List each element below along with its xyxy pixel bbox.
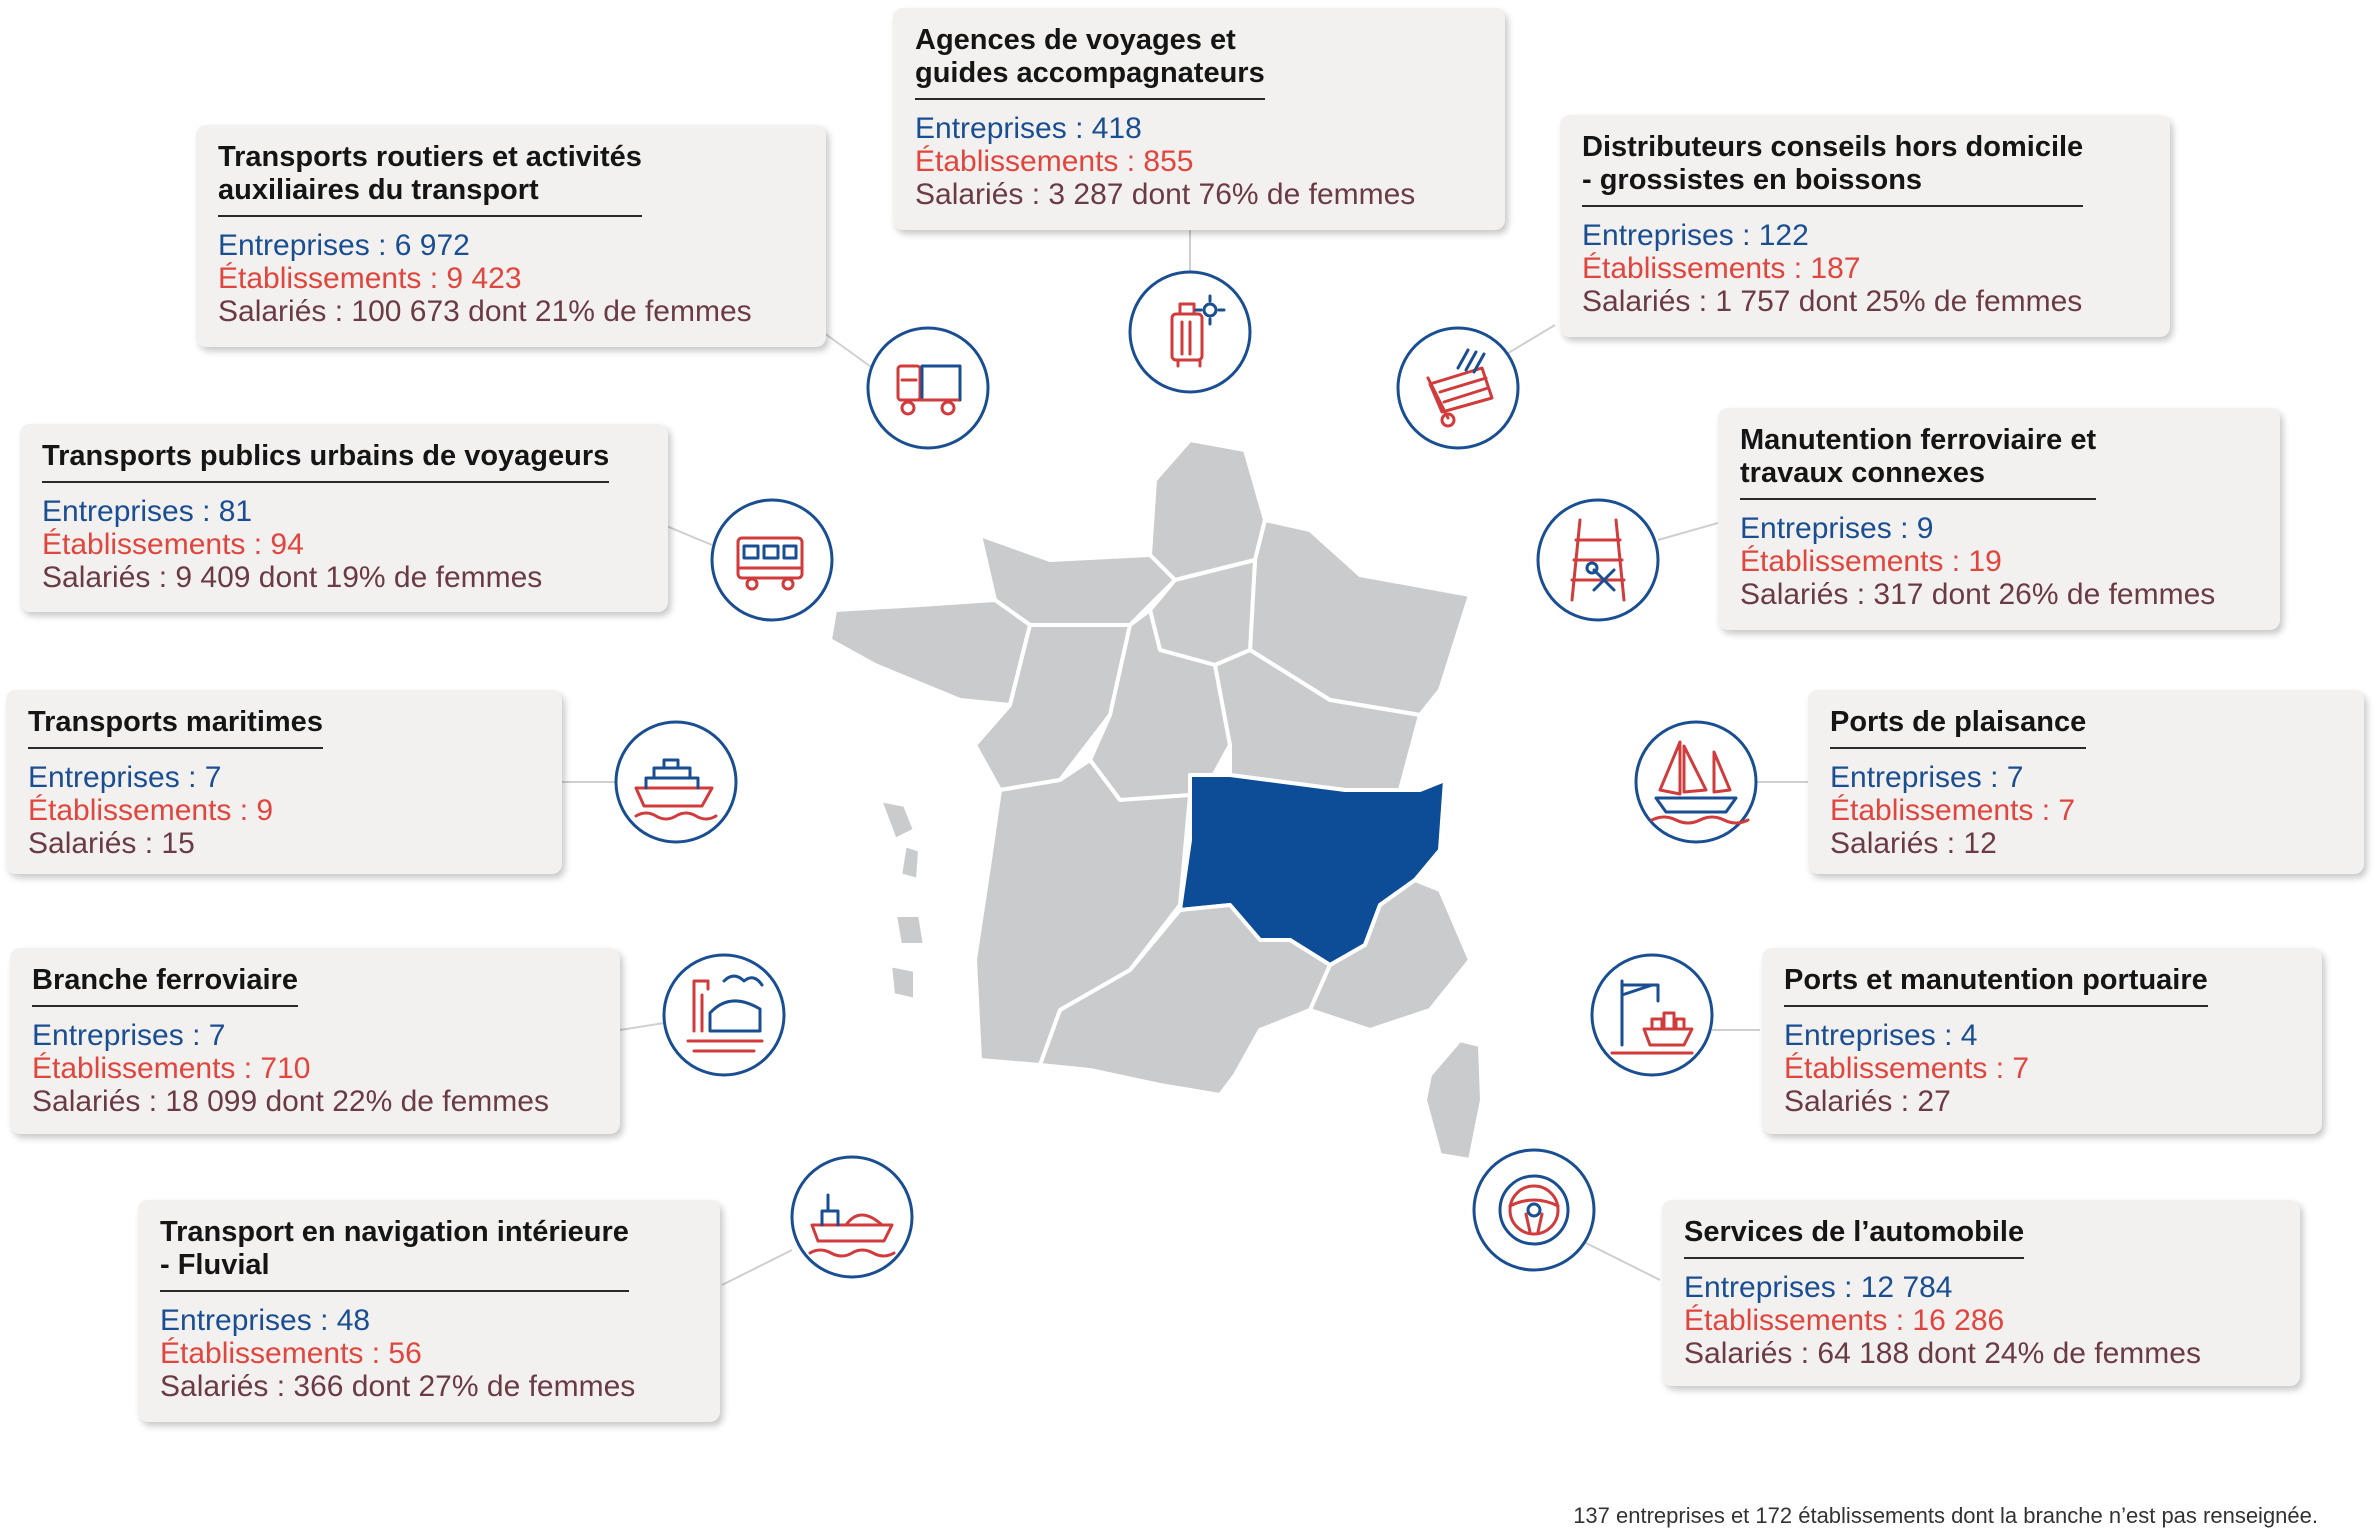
branch-etablissements: Établissements : 19 (1740, 545, 2002, 578)
branch-title: Transports publics urbains de voyageurs (42, 440, 609, 483)
branch-etablissements: Établissements : 94 (42, 528, 304, 561)
branch-card-distributeurs (1560, 115, 2170, 337)
branch-entreprises: Entreprises : 81 (42, 495, 253, 528)
sailboat-icon (1636, 722, 1756, 842)
map-ile-yeu (890, 965, 915, 1000)
branch-card-routiers (196, 125, 826, 347)
map-corse (1425, 1040, 1482, 1160)
branch-title: Transports maritimes (28, 706, 323, 749)
map-bretagne (830, 600, 1030, 705)
suitcase-icon (1130, 272, 1250, 392)
branch-salaries: Salariés : 366 dont 27% de femmes (160, 1370, 636, 1403)
branch-entreprises: Entreprises : 122 (1582, 219, 1809, 252)
branch-title: Agences de voyages et guides accompagnateurs (915, 24, 1265, 100)
france-map (830, 440, 1482, 1160)
branch-etablissements: Établissements : 710 (32, 1052, 311, 1085)
branch-salaries: Salariés : 27 (1784, 1085, 1951, 1118)
branch-title: Services de l’automobile (1684, 1216, 2024, 1259)
branch-title: Distributeurs conseils hors domicile - grossistes en boissons (1582, 131, 2083, 207)
rail-tools-icon (1538, 500, 1658, 620)
branch-card-agences (893, 8, 1505, 230)
map-ile-oleron (900, 845, 920, 880)
branch-entreprises: Entreprises : 48 (160, 1304, 371, 1337)
train-icon (664, 955, 784, 1075)
branch-salaries: Salariés : 15 (28, 827, 195, 860)
barge-icon (792, 1157, 912, 1277)
branch-etablissements: Établissements : 9 423 (218, 262, 522, 295)
branch-title: Manutention ferroviaire et travaux connexes (1740, 424, 2096, 500)
branch-title: Ports de plaisance (1830, 706, 2086, 749)
branch-card-plaisance (1808, 690, 2364, 874)
branch-entreprises: Entreprises : 7 (1830, 761, 2024, 794)
branch-title: Transports routiers et activités auxiliaires du transport (218, 141, 642, 217)
branch-etablissements: Établissements : 7 (1830, 794, 2076, 827)
branch-entreprises: Entreprises : 6 972 (218, 229, 470, 262)
branch-card-fluvial (138, 1200, 720, 1422)
branch-salaries: Salariés : 18 099 dont 22% de femmes (32, 1085, 549, 1118)
branch-etablissements: Établissements : 9 (28, 794, 274, 827)
branch-entreprises: Entreprises : 9 (1740, 512, 1934, 545)
branch-title: Branche ferroviaire (32, 964, 298, 1007)
ship-icon (616, 722, 736, 842)
branch-salaries: Salariés : 3 287 dont 76% de femmes (915, 178, 1416, 211)
branch-etablissements: Établissements : 187 (1582, 252, 1861, 285)
footnote: 137 entreprises et 172 établissements dont la branche n’est pas renseignée. (1573, 1503, 2318, 1528)
branch-card-urbains (20, 424, 668, 612)
branch-entreprises: Entreprises : 4 (1784, 1019, 1978, 1052)
map-ile-groix (895, 915, 925, 945)
branch-etablissements: Établissements : 16 286 (1684, 1304, 2005, 1337)
map-hauts-de-france (1150, 440, 1265, 580)
branch-entreprises: Entreprises : 7 (28, 761, 222, 794)
truck-icon (868, 328, 988, 448)
branch-card-maritimes (6, 690, 562, 874)
branch-card-manutention-ferroviaire (1718, 408, 2280, 630)
branch-salaries: Salariés : 64 188 dont 24% de femmes (1684, 1337, 2201, 1370)
branch-title: Ports et manutention portuaire (1784, 964, 2208, 1007)
branch-entreprises: Entreprises : 12 784 (1684, 1271, 1953, 1304)
branch-salaries: Salariés : 1 757 dont 25% de femmes (1582, 285, 2083, 318)
branch-salaries: Salariés : 317 dont 26% de femmes (1740, 578, 2216, 611)
hand-truck-icon (1398, 328, 1518, 448)
branch-salaries: Salariés : 9 409 dont 19% de femmes (42, 561, 543, 594)
branch-salaries: Salariés : 100 673 dont 21% de femmes (218, 295, 752, 328)
port-crane-icon (1592, 955, 1712, 1075)
map-ile-de-re (880, 800, 915, 840)
branch-entreprises: Entreprises : 418 (915, 112, 1142, 145)
steering-wheel-icon (1474, 1150, 1594, 1270)
branch-card-automobile (1662, 1200, 2300, 1386)
branch-entreprises: Entreprises : 7 (32, 1019, 226, 1052)
branch-title: Transport en navigation intérieure - Fluvial (160, 1216, 629, 1292)
bus-icon (712, 500, 832, 620)
branch-salaries: Salariés : 12 (1830, 827, 1997, 860)
branch-etablissements: Établissements : 56 (160, 1337, 422, 1370)
branch-card-portuaire (1762, 948, 2322, 1134)
branch-etablissements: Établissements : 7 (1784, 1052, 2030, 1085)
branch-card-ferroviaire (10, 948, 620, 1134)
branch-etablissements: Établissements : 855 (915, 145, 1194, 178)
